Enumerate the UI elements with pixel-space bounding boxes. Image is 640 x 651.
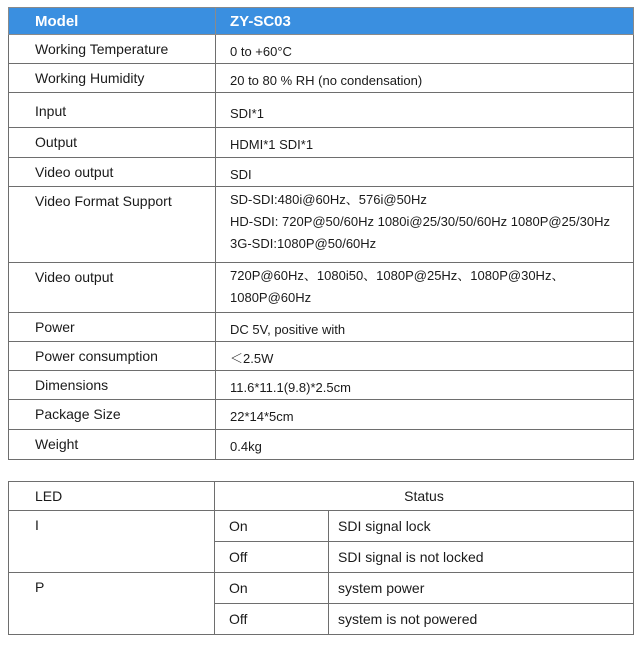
led-description: SDI signal is not locked bbox=[329, 542, 634, 573]
led-name: P bbox=[9, 573, 215, 635]
spec-key: Video output bbox=[9, 158, 216, 187]
led-row bbox=[9, 511, 634, 542]
spec-value: SDI*1 bbox=[216, 93, 634, 128]
spec-key: Power consumption bbox=[9, 342, 216, 371]
led-description: system power bbox=[329, 573, 634, 604]
led-name: I bbox=[9, 511, 215, 573]
status-header: Status bbox=[215, 482, 634, 511]
spec-key: Dimensions bbox=[9, 371, 216, 400]
spec-row bbox=[9, 371, 634, 400]
spec-key: Output bbox=[9, 128, 216, 158]
spec-header-row bbox=[9, 8, 634, 35]
led-description: system is not powered bbox=[329, 604, 634, 635]
led-header: LED bbox=[9, 482, 215, 511]
spec-row bbox=[9, 263, 634, 313]
led-state: Off bbox=[215, 604, 329, 635]
spec-value: DC 5V, positive with bbox=[216, 313, 634, 342]
spec-row bbox=[9, 35, 634, 64]
spec-value: 0.4kg bbox=[216, 430, 634, 460]
spec-key: Video Format Support bbox=[9, 187, 216, 263]
spec-row bbox=[9, 342, 634, 371]
spec-value: HDMI*1 SDI*1 bbox=[216, 128, 634, 158]
spec-key: Video output bbox=[9, 263, 216, 313]
spec-row bbox=[9, 400, 634, 430]
led-status-table bbox=[8, 481, 634, 635]
spec-value: SDI bbox=[216, 158, 634, 187]
spec-key: Working Temperature bbox=[9, 35, 216, 64]
spec-table bbox=[8, 7, 634, 460]
spec-value: SD-SDI:480i@60Hz、576i@50Hz HD-SDI: 720P@50/60Hz 1080i@25/30/50/60Hz 1080P@25/30Hz 3G-SDI:1080P@50/60Hz bbox=[216, 187, 634, 263]
spec-key: Package Size bbox=[9, 400, 216, 430]
spec-row bbox=[9, 187, 634, 263]
led-state: Off bbox=[215, 542, 329, 573]
spec-value: 0 to +60°C bbox=[216, 35, 634, 64]
spec-row bbox=[9, 64, 634, 93]
spec-row bbox=[9, 158, 634, 187]
spec-value: 720P@60Hz、1080i50、1080P@25Hz、1080P@30Hz、 1080P@60Hz bbox=[216, 263, 634, 313]
spec-key: Weight bbox=[9, 430, 216, 460]
spec-value: ＜2.5W bbox=[216, 342, 634, 371]
led-state: On bbox=[215, 511, 329, 542]
spec-row bbox=[9, 313, 634, 342]
spec-row bbox=[9, 128, 634, 158]
spec-key: Input bbox=[9, 93, 216, 128]
led-header-row bbox=[9, 482, 634, 511]
spec-value: 11.6*11.1(9.8)*2.5cm bbox=[216, 371, 634, 400]
spec-header-key: Model bbox=[9, 8, 216, 35]
spec-value: 20 to 80 % RH (no condensation) bbox=[216, 64, 634, 93]
led-row bbox=[9, 573, 634, 604]
spec-row bbox=[9, 93, 634, 128]
spec-row bbox=[9, 430, 634, 460]
spec-value: 22*14*5cm bbox=[216, 400, 634, 430]
spec-key: Power bbox=[9, 313, 216, 342]
spec-header-value: ZY-SC03 bbox=[216, 8, 634, 35]
led-description: SDI signal lock bbox=[329, 511, 634, 542]
led-state: On bbox=[215, 573, 329, 604]
spec-key: Working Humidity bbox=[9, 64, 216, 93]
